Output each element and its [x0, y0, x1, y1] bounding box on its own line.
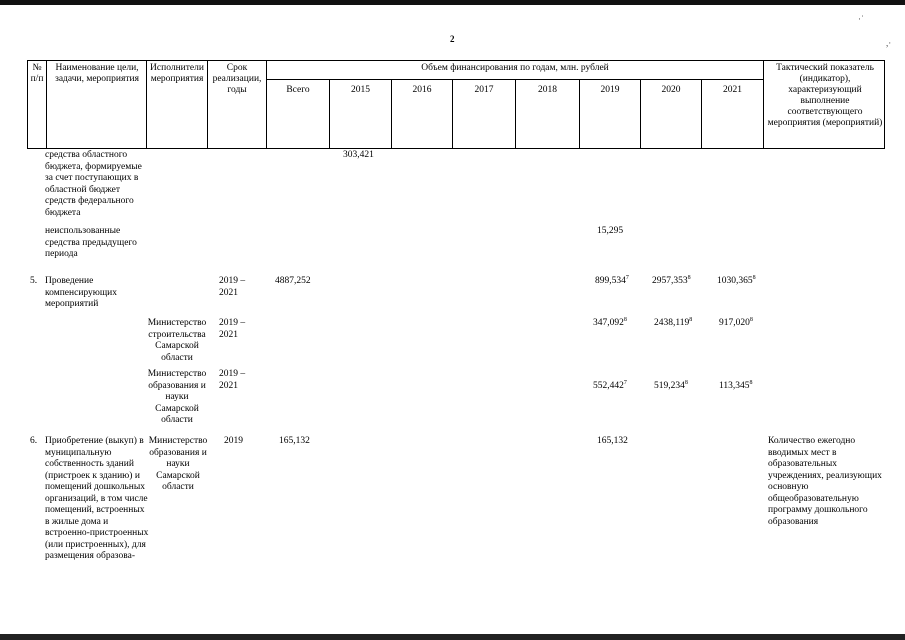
scan-top-border	[0, 0, 905, 5]
header-funding: Объем финансирования по годам, млн. рублей	[421, 63, 609, 73]
header-year: 2019	[600, 85, 620, 95]
header-name: Наименование цели, задачи, мероприятия	[55, 63, 139, 84]
row-total: 4887,252	[275, 276, 311, 286]
scan-bottom-border	[0, 634, 905, 640]
row-term: 2019	[224, 436, 243, 446]
header-year: 2020	[661, 85, 681, 95]
table-header	[27, 60, 885, 148]
row-name: Проведение компенсирующих мероприятий	[45, 276, 118, 309]
row-value-2019: 165,132	[597, 436, 628, 446]
row-value-2020: 2438,119$^8$	[654, 316, 693, 328]
row-name: неиспользованные средства предыдущего периода	[45, 226, 137, 259]
row-value-2021: 113,345$^8$	[719, 379, 753, 391]
row-term: 2019 – 2021	[219, 318, 246, 340]
header-num: № п/п	[30, 63, 44, 84]
row-value-2021: 917,020$^8$	[719, 316, 753, 328]
row-value-2019: 552,442$^7$	[593, 379, 627, 391]
row-value-2020: 519,234$^8$	[654, 379, 688, 391]
header-term: Срок реализации, годы	[212, 63, 262, 95]
header-executors: Исполнители мероприятия	[150, 63, 204, 84]
header-year: 2021	[723, 85, 742, 95]
header-year: 2015	[351, 85, 370, 95]
row-total: 165,132	[279, 436, 310, 446]
header-total: Всего	[286, 85, 310, 95]
row-term: 2019 – 2021	[219, 369, 246, 391]
header-year: 2016	[412, 85, 432, 95]
scan-speck: ·˙	[858, 14, 864, 24]
row-executor: Министерство образования и науки Самарской области	[148, 436, 208, 492]
row-executor: Министерство строительства Самарской области	[147, 318, 207, 363]
row-value-2019: 347,092$^8$	[593, 316, 627, 328]
header-year: 2018	[538, 85, 557, 95]
header-indicator: Тактический показатель (индикатор), характеризующий выполнение соответствующего мероприятия (мероприятий)	[767, 63, 883, 128]
row-value-2015: 303,421	[343, 150, 374, 160]
row-number: 6.	[30, 436, 38, 446]
row-name: средства областного бюджета, формируемые за счет поступающих в областной бюджет средств федерального бюджета	[45, 150, 142, 218]
row-value-2019: 899,534$^7$	[595, 274, 629, 286]
scan-speck: ,·	[886, 38, 892, 48]
row-executor: Министерство образования и науки Самарской области	[147, 369, 207, 425]
row-name: Приобретение (выкуп) в муниципальную собственность зданий (пристроек к зданию) и помещений дошкольных организаций, в том числе помещений, встроенных в жилые дома и встроенно-пристроенных (или пристроенных), для размещения образова-	[45, 436, 149, 561]
page-number: 2	[450, 34, 455, 44]
header-year: 2017	[474, 85, 494, 95]
row-term: 2019 – 2021	[219, 276, 246, 298]
row-value-2019: 15,295	[597, 226, 624, 236]
row-value-2020: 2957,353$^8$	[652, 274, 691, 286]
row-value-2021: 1030,365$^8$	[717, 274, 756, 286]
row-indicator: Количество ежегодно вводимых мест в образовательных учреждениях, реализующих основную общеобразовательную программу дошкольного образования	[768, 436, 882, 527]
row-number: 5.	[30, 276, 38, 286]
